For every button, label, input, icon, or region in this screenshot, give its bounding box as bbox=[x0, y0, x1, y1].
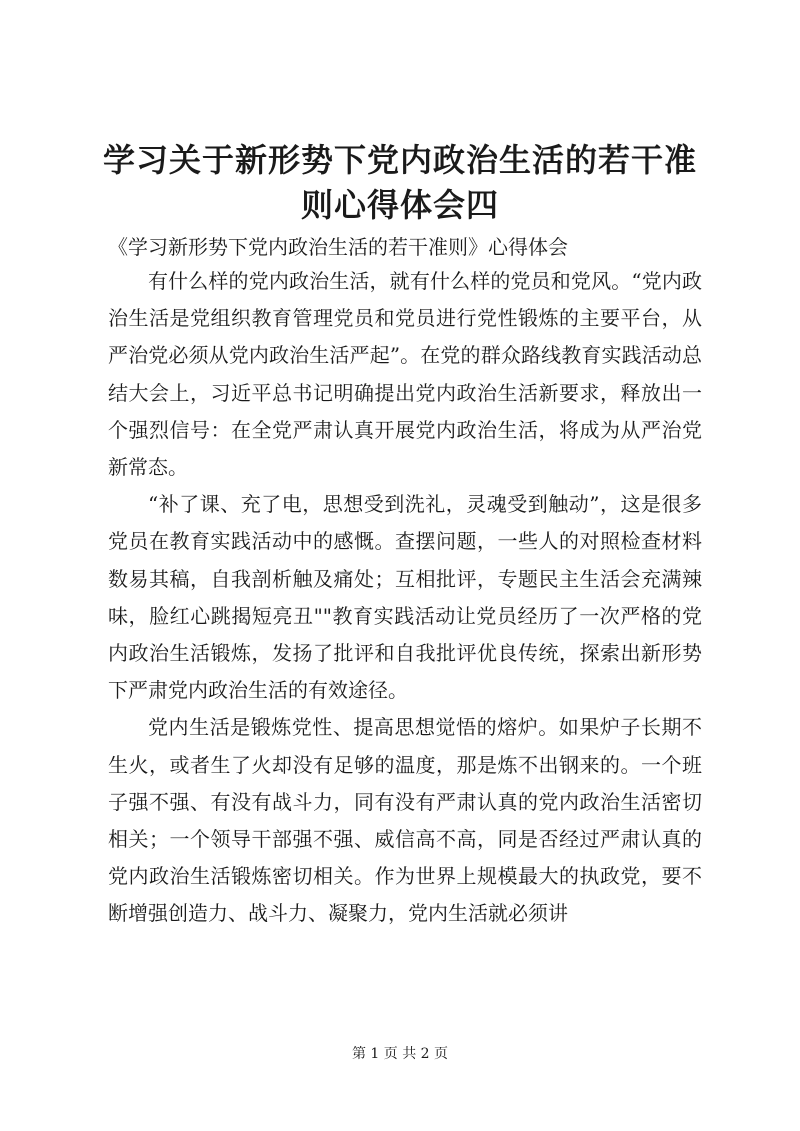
document-title: 学习关于新形势下党内政治生活的若干准则心得体会四 bbox=[102, 141, 697, 224]
page-number: 第 1 页 共 2 页 bbox=[351, 1046, 449, 1062]
document-subtitle: 《学习新形势下党内政治生活的若干准则》心得体会 bbox=[108, 235, 568, 259]
paragraph-1: 有什么样的党内政治生活，就有什么样的党员和党风。“党内政治生活是党组织教育管理党员和党员进行党性锻炼的主要平台，从严治党必须从党内政治生活严起”。在党的群众路线教育实践活动总结大会上，习近平总书记明确提出党内政治生活新要求，释放出一个强烈信号：在全党严肃认真开展党内政治生活，将成为从严治党新常态。 bbox=[108, 269, 702, 480]
paragraph-3: 党内生活是锻炼党性、提高思想觉悟的熔炉。如果炉子长期不生火，或者生了火却没有足够的温度，那是炼不出钢来的。一个班子强不强、有没有战斗力，同有没有严肃认真的党内政治生活密切相关；一个领导干部强不强、威信高不高，同是否经过严肃认真的党内政治生活锻炼密切相关。作为世界上规模最大的执政党，要不断增强创造力、战斗力、凝聚力，党内生活就必须讲 bbox=[108, 715, 702, 926]
document-body bbox=[108, 263, 702, 933]
paragraph-2: “补了课、充了电，思想受到洗礼，灵魂受到触动”，这是很多党员在教育实践活动中的感慨。查摆问题，一些人的对照检查材料数易其稿，自我剖析触及痛处；互相批评，专题民主生活会充满辣味，脸红心跳揭短亮丑""教育实践活动让党员经历了一次严格的党内政治生活锻炼，发扬了批评和自我批评优良传统，探索出新形势下严肃党内政治生活的有效途径。 bbox=[108, 492, 702, 703]
